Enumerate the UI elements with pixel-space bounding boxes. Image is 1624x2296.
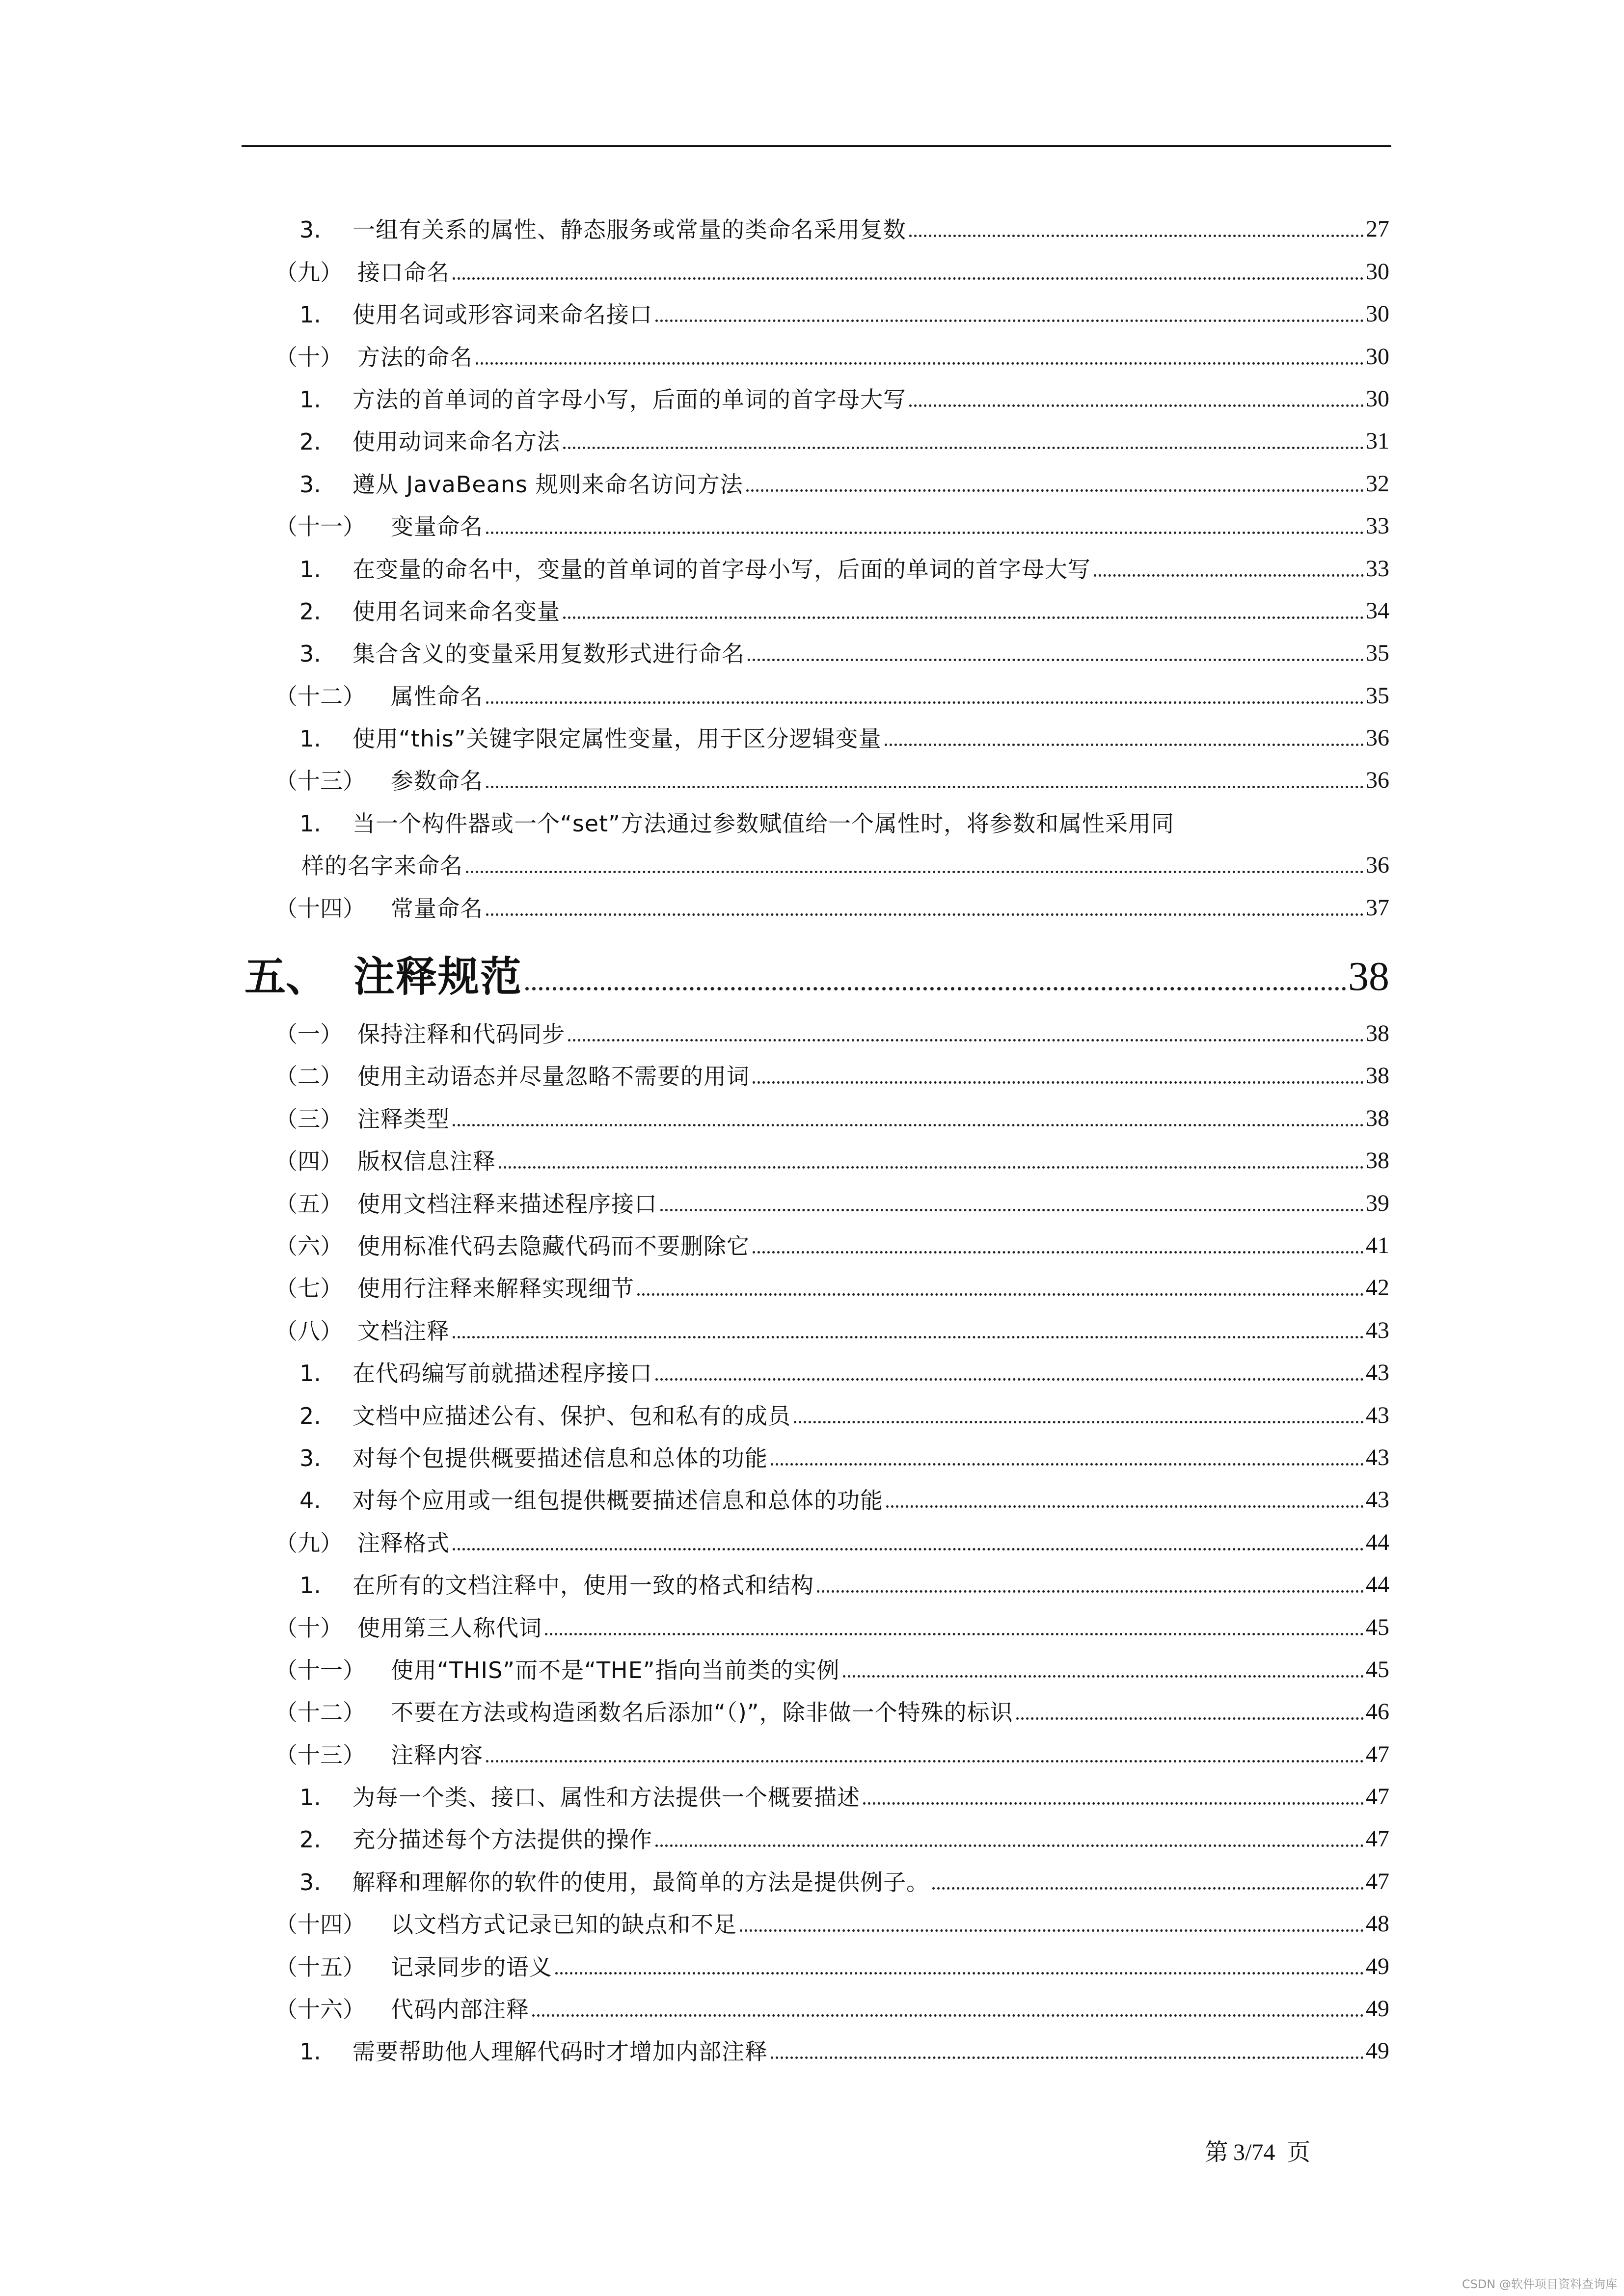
toc-leader-dots <box>909 404 1364 407</box>
footer-prefix: 第 <box>1205 2139 1229 2165</box>
toc-entry-page: 44 <box>1366 1529 1389 1555</box>
table-of-contents <box>244 199 1389 2065</box>
toc-entry-page: 39 <box>1366 1190 1389 1216</box>
toc-entry-page: 42 <box>1366 1275 1389 1301</box>
toc-entry-number: 1. <box>299 810 321 837</box>
toc-entry-page: 38 <box>1348 953 1389 999</box>
toc-entry-page: 38 <box>1366 1063 1389 1089</box>
toc-entry-page: 47 <box>1366 1826 1389 1852</box>
toc-entry-number: 1. <box>299 1360 321 1387</box>
toc-entry-page: 47 <box>1366 1784 1389 1810</box>
toc-entry-title: 属性命名 <box>391 683 483 710</box>
toc-entry-number: （四） <box>275 1148 343 1175</box>
toc-section[interactable] <box>275 1088 1389 1130</box>
toc-entry-number: 2. <box>299 428 321 455</box>
toc-leader-dots <box>453 277 1364 280</box>
toc-entry-number: 3. <box>299 641 321 667</box>
toc-subsection[interactable] <box>275 1554 1389 1597</box>
toc-leader-dots <box>555 1972 1364 1975</box>
toc-section[interactable] <box>275 1512 1389 1554</box>
toc-entry-title: 以文档方式记录已知的缺点和不足 <box>391 1911 737 1938</box>
toc-entry-number: 1. <box>299 2038 321 2065</box>
header-rule <box>242 145 1391 147</box>
toc-section[interactable] <box>275 1682 1389 1724</box>
toc-entry-title: 方法的首单词的首字母小写，后面的单词的首字母大写 <box>352 386 906 413</box>
toc-subsection[interactable] <box>275 538 1389 583</box>
toc-leader-dots <box>453 1124 1364 1126</box>
toc-entry-title: 集合含义的变量采用复数形式进行命名 <box>352 641 745 667</box>
toc-entry-number: （十） <box>275 1614 343 1641</box>
toc-section[interactable] <box>275 1130 1389 1173</box>
toc-entry-page: 37 <box>1366 894 1389 921</box>
watermark: CSDN @软件项目资料查询库 <box>1462 2277 1617 2291</box>
toc-entry-page: 45 <box>1366 1656 1389 1682</box>
toc-entry-page: 43 <box>1366 1360 1389 1386</box>
toc-leader-dots <box>753 1251 1364 1254</box>
toc-entry-page: 41 <box>1366 1232 1389 1258</box>
toc-entry-number: 2. <box>299 1826 321 1853</box>
toc-entry-title: 使用第三人称代词 <box>357 1614 542 1641</box>
toc-entry-title: 文档注释 <box>357 1317 450 1344</box>
toc-entry-number: （九） <box>275 1529 343 1556</box>
toc-entry-page: 49 <box>1366 1953 1389 1979</box>
toc-section[interactable] <box>275 665 1389 710</box>
toc-chapter[interactable] <box>244 934 1389 1001</box>
toc-subsection[interactable] <box>275 369 1389 411</box>
toc-leader-dots <box>843 1675 1364 1678</box>
toc-leader-dots <box>486 913 1364 916</box>
toc-entry-number: （十四） <box>275 895 365 922</box>
toc-entry-title: 当一个构件器或一个“set”方法通过参数赋值给一个属性时，将参数和属性采用同 <box>352 810 1174 837</box>
toc-entry-page: 36 <box>1366 767 1389 794</box>
toc-entry-number: （十六） <box>275 1996 365 2023</box>
toc-entry-title: 使用“this”关键字限定属性变量，用于区分逻辑变量 <box>352 725 882 752</box>
toc-entry-number: 1. <box>299 1572 321 1599</box>
toc-subsection[interactable] <box>275 1469 1389 1512</box>
toc-entry-number: （三） <box>275 1105 343 1132</box>
toc-entry-number: 1. <box>299 301 321 328</box>
toc-entry-page: 38 <box>1366 1148 1389 1174</box>
toc-section[interactable] <box>275 1003 1389 1048</box>
toc-leader-dots <box>655 1844 1364 1847</box>
toc-leader-dots <box>453 1548 1364 1550</box>
toc-entry-title: 注释内容 <box>391 1741 483 1768</box>
toc-subsection[interactable] <box>275 581 1389 623</box>
toc-leader-dots <box>476 362 1364 365</box>
toc-section[interactable] <box>275 241 1389 286</box>
toc-entry-page: 35 <box>1366 640 1389 667</box>
toc-entry-title: 不要在方法或构造函数名后添加“（)”，除非做一个特殊的标识 <box>391 1699 1013 1726</box>
toc-section[interactable] <box>275 1978 1389 2021</box>
toc-leader-dots <box>748 659 1364 661</box>
toc-entry-page: 45 <box>1366 1614 1389 1640</box>
toc-entry-title: 代码内部注释 <box>391 1996 529 2023</box>
toc-entry-page: 33 <box>1366 555 1389 582</box>
toc-leader-dots <box>563 447 1364 449</box>
toc-entry-number: 1. <box>299 556 321 583</box>
toc-section[interactable] <box>275 1173 1389 1215</box>
toc-entry-page: 36 <box>1366 725 1389 751</box>
toc-leader-dots <box>817 1590 1364 1593</box>
toc-entry-page: 38 <box>1366 1020 1389 1047</box>
toc-subsection[interactable] <box>275 199 1389 241</box>
toc-section[interactable] <box>275 750 1389 795</box>
toc-entry-page: 43 <box>1366 1487 1389 1513</box>
toc-entry-page: 27 <box>1366 216 1389 242</box>
toc-leader-dots <box>486 1760 1364 1762</box>
toc-leader-dots <box>568 1039 1364 1041</box>
toc-subsection[interactable] <box>275 708 1389 750</box>
toc-entry-page: 33 <box>1366 513 1389 539</box>
toc-leader-dots <box>771 1463 1364 1466</box>
toc-entry-number: 4. <box>299 1487 321 1514</box>
toc-subsection[interactable] <box>275 1766 1389 1809</box>
toc-entry-page: 31 <box>1366 428 1389 454</box>
toc-leader-dots <box>532 2014 1364 2017</box>
toc-entry-number: 2. <box>299 598 321 625</box>
toc-section[interactable] <box>275 877 1389 922</box>
toc-leader-dots <box>886 1505 1364 1508</box>
toc-entry-title: 记录同步的语义 <box>391 1953 552 1980</box>
toc-entry-page: 30 <box>1366 385 1389 412</box>
toc-leader-dots <box>486 532 1364 534</box>
toc-entry-title: 使用动词来命名方法 <box>352 428 560 455</box>
toc-entry-number: 3. <box>299 1869 321 1896</box>
toc-leader-dots <box>1094 574 1364 577</box>
toc-entry-number: （十三） <box>275 768 365 795</box>
toc-leader-dots <box>486 701 1364 704</box>
toc-entry-title: 在变量的命名中，变量的首单词的首字母小写，后面的单词的首字母大写 <box>352 556 1091 583</box>
toc-entry-line[interactable] <box>275 792 1389 837</box>
toc-entry-page: 44 <box>1366 1572 1389 1598</box>
toc-leader-dots <box>794 1421 1364 1423</box>
toc-entry-title: 注释规范 <box>353 952 523 1001</box>
toc-entry-page: 49 <box>1366 1996 1389 2022</box>
toc-section[interactable] <box>275 326 1389 371</box>
toc-entry-page: 47 <box>1366 1868 1389 1895</box>
toc-entry-title: 在所有的文档注释中，使用一致的格式和结构 <box>352 1572 814 1599</box>
toc-entry-number: 1. <box>299 1784 321 1811</box>
toc-entry-number: （一） <box>275 1021 343 1048</box>
toc-leader-dots <box>563 616 1364 619</box>
toc-leader-dots <box>753 1081 1364 1084</box>
toc-entry-number: 3. <box>299 216 321 243</box>
toc-entry-number: 1. <box>299 725 321 752</box>
toc-entry-title: 文档中应描述公有、保护、包和私有的成员 <box>352 1402 791 1429</box>
toc-subsection[interactable] <box>275 453 1389 498</box>
toc-section[interactable] <box>275 496 1389 538</box>
toc-section[interactable] <box>275 1724 1389 1766</box>
toc-section[interactable] <box>275 1257 1389 1300</box>
toc-leader-dots <box>655 1378 1364 1381</box>
toc-entry-page: 38 <box>1366 1105 1389 1131</box>
toc-entry-title: 对每个包提供概要描述信息和总体的功能 <box>352 1444 768 1471</box>
toc-entry-page: 43 <box>1366 1317 1389 1343</box>
toc-leader-dots <box>453 1336 1364 1338</box>
toc-leader-dots <box>525 987 1346 990</box>
toc-leader-dots <box>1016 1717 1364 1720</box>
toc-entry-title: 版权信息注释 <box>357 1148 496 1175</box>
toc-entry-title: 遵从 JavaBeans 规则来命名访问方法 <box>352 471 743 498</box>
toc-entry-number: （九） <box>275 259 343 286</box>
toc-leader-dots <box>771 2056 1364 2059</box>
toc-section[interactable] <box>275 1597 1389 1639</box>
toc-entry-number: （二） <box>275 1063 343 1090</box>
toc-section[interactable] <box>275 1894 1389 1936</box>
toc-entry-title: 使用名词或形容词来命名接口 <box>352 301 652 328</box>
toc-entry-number: 五、 <box>244 952 327 1001</box>
toc-leader-dots <box>909 235 1364 237</box>
toc-entry-title: 使用主动语态并尽量忽略不需要的用词 <box>357 1063 750 1090</box>
toc-entry-title: 注释格式 <box>357 1529 450 1556</box>
toc-entry-title: 常量命名 <box>391 895 483 922</box>
toc-section[interactable] <box>275 1300 1389 1342</box>
toc-entry[interactable] <box>275 835 1389 880</box>
toc-entry-page: 43 <box>1366 1402 1389 1428</box>
toc-entry-page: 32 <box>1366 470 1389 497</box>
toc-entry-title: 充分描述每个方法提供的操作 <box>352 1826 652 1853</box>
toc-entry-title: 解释和理解你的软件的使用，最简单的方法是提供例子。 <box>352 1869 929 1896</box>
toc-leader-dots <box>486 786 1364 788</box>
toc-subsection[interactable] <box>275 1385 1389 1427</box>
toc-entry-title: 使用文档注释来描述程序接口 <box>357 1190 657 1217</box>
toc-subsection[interactable] <box>275 1342 1389 1385</box>
toc-subsection[interactable] <box>275 284 1389 326</box>
toc-entry-title: 使用行注释来解释实现细节 <box>357 1275 634 1302</box>
toc-entry-number: （十二） <box>275 683 365 710</box>
toc-subsection[interactable] <box>275 1427 1389 1469</box>
toc-leader-dots <box>660 1209 1364 1211</box>
toc-entry-title: 方法的命名 <box>357 344 473 371</box>
toc-entry-number: （十三） <box>275 1741 365 1768</box>
toc-leader-dots <box>740 1929 1364 1932</box>
toc-leader-dots <box>466 871 1364 873</box>
toc-leader-dots <box>863 1802 1364 1805</box>
toc-leader-dots <box>499 1166 1364 1169</box>
toc-entry-title: 需要帮助他人理解代码时才增加内部注释 <box>352 2038 768 2065</box>
footer-suffix: 页 <box>1287 2139 1311 2165</box>
toc-entry-page: 30 <box>1366 258 1389 285</box>
toc-section[interactable] <box>275 1639 1389 1682</box>
toc-entry-title: 保持注释和代码同步 <box>357 1021 565 1048</box>
toc-entry-page: 35 <box>1366 682 1389 709</box>
toc-entry-title: 在代码编写前就描述程序接口 <box>352 1360 652 1387</box>
toc-entry-number: （五） <box>275 1190 343 1217</box>
toc-entry-title: 使用名词来命名变量 <box>352 598 560 625</box>
toc-entry-number: 3. <box>299 1444 321 1471</box>
toc-entry-number: 2. <box>299 1402 321 1429</box>
toc-entry-number: （十一） <box>275 513 365 540</box>
toc-entry-page: 49 <box>1366 2038 1389 2064</box>
toc-subsection[interactable] <box>275 1809 1389 1851</box>
toc-entry-title: 一组有关系的属性、静态服务或常量的类命名采用复数 <box>352 216 906 243</box>
toc-entry-title-continued: 样的名字来命名 <box>301 853 463 880</box>
toc-entry-page: 43 <box>1366 1444 1389 1470</box>
toc-entry-number: （十二） <box>275 1699 365 1726</box>
toc-entry-title: 参数命名 <box>391 768 483 795</box>
toc-entry-page: 36 <box>1366 852 1389 879</box>
toc-leader-dots <box>637 1293 1364 1296</box>
toc-entry-page: 46 <box>1366 1699 1389 1725</box>
toc-subsection[interactable] <box>275 2021 1389 2063</box>
toc-subsection[interactable] <box>275 623 1389 665</box>
toc-entry-number: （六） <box>275 1232 343 1259</box>
toc-entry-title: 使用标准代码去隐藏代码而不要删除它 <box>357 1232 750 1259</box>
toc-leader-dots <box>746 489 1364 492</box>
toc-leader-dots <box>655 320 1364 322</box>
toc-section[interactable] <box>275 1045 1389 1088</box>
toc-entry-page: 30 <box>1366 343 1389 370</box>
toc-entry-number: 3. <box>299 471 321 498</box>
toc-entry-number: （十） <box>275 344 343 371</box>
toc-entry-number: （七） <box>275 1275 343 1302</box>
page-footer <box>1205 2133 1315 2167</box>
toc-subsection[interactable] <box>275 411 1389 453</box>
toc-entry-title: 使用“THIS”而不是“THE”指向当前类的实例 <box>391 1656 840 1683</box>
toc-entry-title: 变量命名 <box>391 513 483 540</box>
toc-entry-number: （十五） <box>275 1953 365 1980</box>
toc-entry-number: （十四） <box>275 1911 365 1938</box>
toc-entry-page: 48 <box>1366 1911 1389 1937</box>
toc-entry-title: 注释类型 <box>357 1105 450 1132</box>
toc-entry-page: 34 <box>1366 597 1389 624</box>
toc-subsection[interactable] <box>275 1851 1389 1896</box>
toc-entry-number: 1. <box>299 386 321 413</box>
toc-leader-dots <box>885 744 1364 746</box>
toc-entry-title: 接口命名 <box>357 259 450 286</box>
toc-entry-number: （十一） <box>275 1656 365 1683</box>
toc-entry-page: 47 <box>1366 1741 1389 1767</box>
toc-leader-dots <box>545 1633 1364 1635</box>
toc-entry-title: 对每个应用或一组包提供概要描述信息和总体的功能 <box>352 1487 883 1514</box>
toc-entry-title: 为每一个类、接口、属性和方法提供一个概要描述 <box>352 1784 860 1811</box>
toc-entry-page: 30 <box>1366 301 1389 327</box>
footer-page-number: 3/74 <box>1233 2139 1275 2165</box>
toc-entry-number: （八） <box>275 1317 343 1344</box>
toc-section[interactable] <box>275 1215 1389 1257</box>
toc-leader-dots <box>932 1887 1364 1890</box>
toc-section[interactable] <box>275 1936 1389 1978</box>
